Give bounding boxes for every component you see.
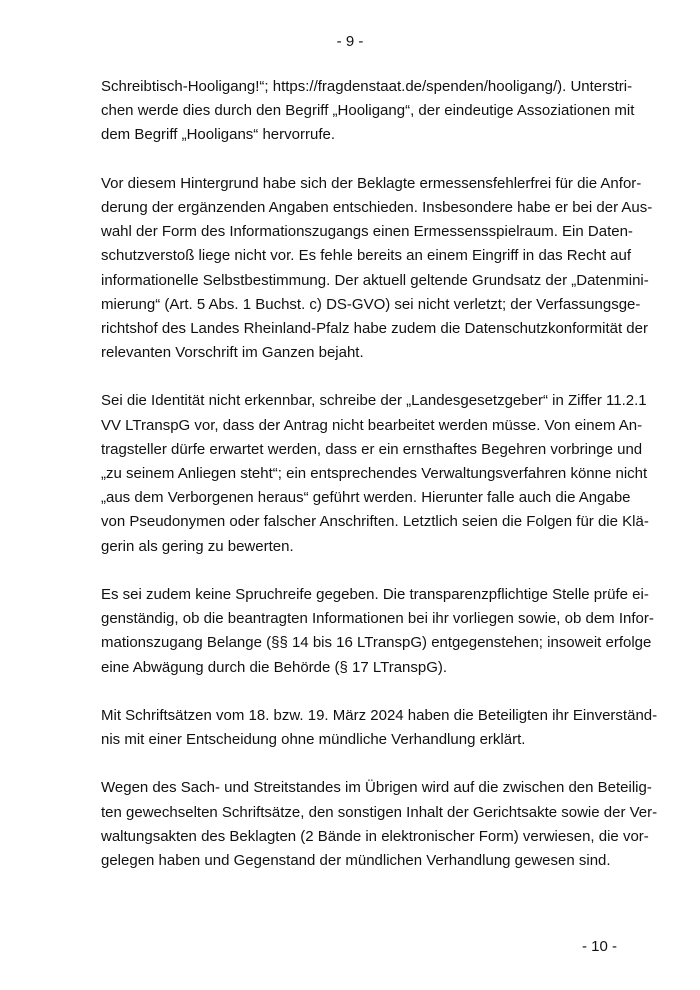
- text-line: informationelle Selbstbestimmung. Der aktuell geltende Grundsatz der „Datenmini-: [101, 271, 649, 289]
- paragraph-gap: [101, 752, 617, 776]
- text-line: Es sei zudem keine Spruchreife gegeben. Die transparenzpflichtige Stelle prüfe ei-: [101, 585, 649, 603]
- text-line: mierung“ (Art. 5 Abs. 1 Buchst. c) DS-GVO) sei nicht verletzt; der Verfassungsge-: [101, 295, 641, 313]
- text-line: dem Begriff „Hooligans“ hervorrufe.: [101, 126, 335, 144]
- document-body: [101, 75, 658, 873]
- text-line: chen werde dies durch den Begriff „Hooligang“, der eindeutige Assoziationen mit: [101, 102, 635, 120]
- text-line: gerin als gering zu bewerten.: [101, 537, 294, 555]
- text-line: waltungsakten des Beklagten (2 Bände in elektronischer Form) verwiesen, die vor-: [101, 827, 649, 845]
- text-line: Wegen des Sach- und Streitstandes im Übrigen wird auf die zwischen den Beteilig-: [101, 779, 652, 797]
- text-line: Mit Schriftsätzen vom 18. bzw. 19. März 2024 haben die Beteiligten ihr Einverständ-: [101, 706, 658, 724]
- paragraph-6: [101, 776, 658, 873]
- text-line: derung der ergänzenden Angaben entschieden. Insbesondere habe er bei der Aus-: [101, 198, 653, 216]
- text-line: eine Abwägung durch die Behörde (§ 17 LTranspG).: [101, 658, 448, 676]
- paragraph-2: [101, 172, 653, 366]
- paragraph-3: [101, 389, 649, 558]
- text-line: VV LTranspG vor, dass der Antrag nicht bearbeitet werden müsse. Von einem An-: [101, 416, 643, 434]
- text-line: wahl der Form des Informationszugangs einen Ermessensspielraum. Ein Daten-: [101, 223, 633, 241]
- text-line: genständig, ob die beantragten Informationen bei ihr vorliegen sowie, ob dem Infor-: [101, 610, 654, 628]
- text-line: relevanten Vorschrift im Ganzen bejaht.: [101, 344, 364, 362]
- paragraph-gap: [101, 680, 617, 704]
- text-line: richtshof des Landes Rheinland-Pfalz habe zudem die Datenschutzkonformität der: [101, 319, 648, 337]
- text-line: nis mit einer Entscheidung ohne mündliche Verhandlung erklärt.: [101, 731, 526, 749]
- paragraph-1: [101, 75, 635, 148]
- text-line: von Pseudonymen oder falscher Anschriften. Letztlich seien die Folgen für die Klä-: [101, 513, 649, 531]
- text-line: „zu seinem Anliegen steht“; ein entsprechendes Verwaltungsverfahren könne nicht: [101, 465, 648, 482]
- text-line: mationszugang Belange (§§ 14 bis 16 LTranspG) entgegenstehen; insoweit erfolge: [101, 634, 652, 652]
- text-line: gelegen haben und Gegenstand der mündlichen Verhandlung gewesen sind.: [101, 852, 611, 869]
- paragraph-4: [101, 583, 654, 680]
- text-line: schutzverstoß liege nicht vor. Es fehle bereits an einem Eingriff in das Recht auf: [101, 247, 631, 265]
- paragraph-gap: [101, 559, 617, 583]
- text-line: Schreibtisch-Hooligang!“; https://fragdenstaat.de/spenden/hooligang/). Unterstri-: [101, 78, 633, 95]
- next-page-number: - 10 -: [581, 938, 617, 955]
- text-line: Sei die Identität nicht erkennbar, schreibe der „Landesgesetzgeber“ in Ziffer 11.2.1: [101, 392, 647, 410]
- paragraph-gap: [101, 365, 617, 389]
- text-line: ten gewechselten Schriftsätze, den sonstigen Inhalt der Gerichtsakte sowie der Ver-: [101, 803, 658, 821]
- page-number-top: - 9 -: [336, 33, 364, 50]
- paragraph-gap: [101, 148, 617, 172]
- text-line: tragsteller dürfe erwartet werden, dass er ein ernsthaftes Begehren vorbringe und: [101, 440, 643, 458]
- paragraph-5: [101, 704, 658, 752]
- text-line: Vor diesem Hintergrund habe sich der Beklagte ermessensfehlerfrei für die Anfor-: [101, 174, 642, 192]
- text-line: „aus dem Verborgenen heraus“ geführt werden. Hierunter falle auch die Angabe: [101, 489, 631, 507]
